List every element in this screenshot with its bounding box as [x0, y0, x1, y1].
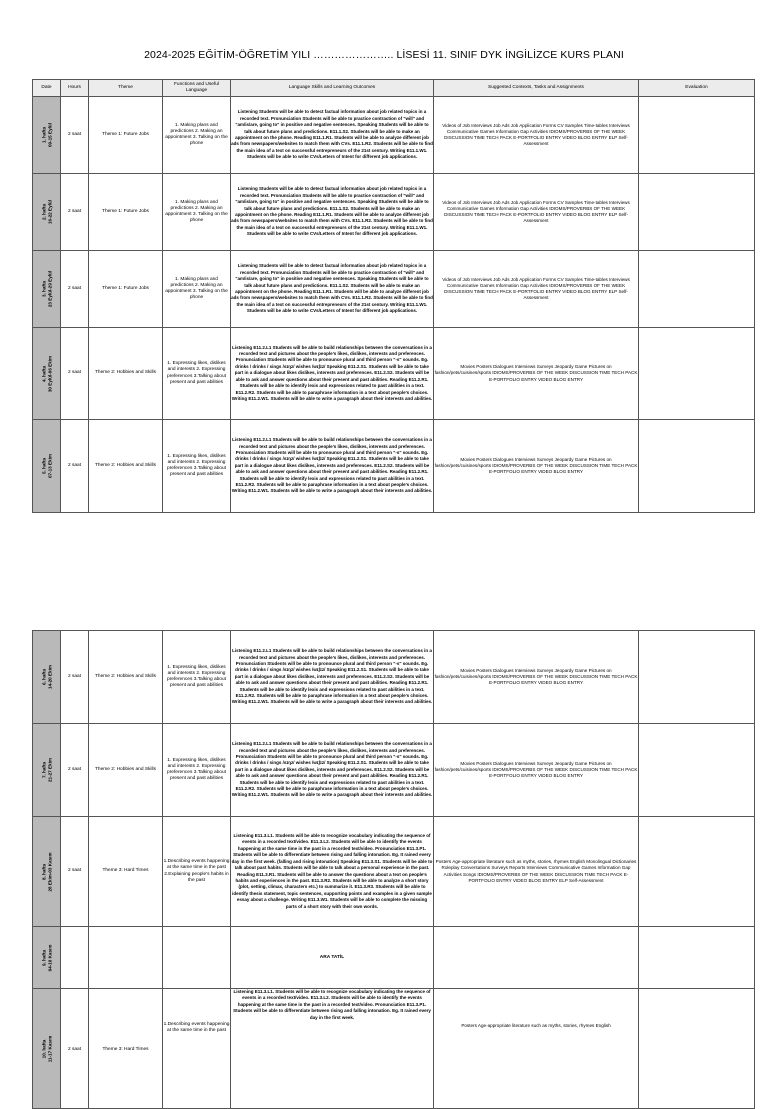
language-skills-cell: Listening E11.2.L1 Students will be able to build relationships between the conversations in a recorded text and pictures about the people's likes, dislikes, interests and preferences. Pronunciation Students will be able to pronounce plural and third person "-s" sounds. Eg. drinks / drinks / sings /sɪŋz/ wishes /wɪʃɪz/ Speaking E11.2.S1. Students will be able to take part in a dialogue about likes dislikes, interests and preferences. E11.2.S2. Students will be able to ask and answer questions about their present and past abilities. Reading E11.2.R1. Students will be able to identify lexis and expressions related to past abilities in a text. E11.2.R2. Students will be able to paraphrase information in a text about people's choices. Writing E11.2.W1. Students will be able to write a paragraph about their interests and abilities. — [231, 724, 434, 817]
header-language-skills: Language Skills and Learning Outcomes — [231, 80, 434, 97]
functions-cell: 1. Expressing likes, dislikes and interests 2. Expressing preferences 3.Talking about present and past abilities — [163, 420, 231, 513]
evaluation-cell — [639, 251, 755, 328]
suggested-contexts-cell: Movies Posters Dialogues Interviews Surveys Jeopardy Game Pictures on fashion/pets/cuisines/sports IDIOMS/PROVERBS OF THE WEEK DISCUSSION TIME TECH PACK E-PORTFOLIO ENTRY VIDEO BLOG ENTRY — [434, 420, 639, 513]
header-theme: Theme — [89, 80, 163, 97]
date-range: 23 Eylül-29 Eylül — [46, 270, 52, 308]
header-hours: Hours — [61, 80, 89, 97]
hours-cell: 2 saat — [61, 420, 89, 513]
week-label: 4. hafta — [40, 365, 46, 382]
theme-cell: Theme 2: Hobbies and Skills — [89, 420, 163, 513]
date-range: 28 Ekim-03 Kasım — [46, 851, 52, 892]
date-cell — [33, 989, 61, 1109]
plan-table-page-1 — [32, 79, 755, 513]
plan-table-page-2 — [32, 630, 755, 1109]
date-cell — [33, 927, 61, 989]
hours-cell: 2 saat — [61, 328, 89, 420]
date-cell — [33, 251, 61, 328]
theme-cell: Theme 2: Hobbies and Skills — [89, 724, 163, 817]
date-range: 11-17 Kasım — [46, 1035, 52, 1063]
date-range: 21-27 Ekim — [46, 757, 52, 783]
table-row — [33, 420, 755, 513]
evaluation-cell — [639, 174, 755, 251]
header-functions: Functions and Useful Language — [163, 80, 231, 97]
header-suggested-contexts: Suggested Contexts, Tasks and Assignments — [434, 80, 639, 97]
hours-cell — [61, 927, 89, 989]
suggested-contexts-cell: Movies Posters Dialogues Interviews Surveys Jeopardy Game Pictures on fashion/pets/cuisines/sports IDIOMS/PROVERBS OF THE WEEK DISCUSSION TIME TECH PACK E-PORTFOLIO ENTRY VIDEO BLOG ENTRY — [434, 328, 639, 420]
suggested-contexts-cell — [434, 927, 639, 989]
header-evaluation: Evaluation — [639, 80, 755, 97]
date-cell — [33, 97, 61, 174]
table-row — [33, 724, 755, 817]
theme-cell: Theme 1: Future Jobs — [89, 251, 163, 328]
table-row — [33, 817, 755, 927]
date-cell — [33, 724, 61, 817]
holiday-label: ARA TATİL — [231, 927, 434, 989]
date-range: 09-15 Eylül — [46, 122, 52, 148]
table-row — [33, 328, 755, 420]
table-header-row — [33, 80, 755, 97]
date-range: 04-10 Kasım — [46, 944, 52, 971]
hours-cell: 2 saat — [61, 174, 89, 251]
suggested-contexts-cell: Videos of Job Interviews Job Ads Job Application Forms CV Samples Time-tables Interviews Communicative Games Information Gap Activities IDIOMS/PROVERBS OF THE WEEK DISCUSSION TIME TECH PACK E-PORTFOLIO ENTRY VIDEO BLOG ENTRY ELP Self-Assessment — [434, 174, 639, 251]
table-row — [33, 251, 755, 328]
language-skills-cell: Listening Students will be able to detect factual information about job related topics in a recorded text. Pronunciation Students will be able to practice contraction of "will" and "am/is/are, going to" in positive and negative sentences. Speaking Students will be able to talk about future plans and predictions. E11.1.S2. Students will be able to make an appointment on the phone. Reading E11.1.R1. Students will be able to analyze different job ads from newspapers/websites to match them with CVs. E11.1.R2. Students will be able to find the main idea of a text on successful entrepreneurs of the 21st century. Writing E11.1.W1. Students will be able to write CVs/Letters of Intent for different job applications. — [231, 174, 434, 251]
date-range: 16-22 Eylül — [46, 199, 52, 225]
date-range: 30 Eylül-06 Ekim — [46, 355, 52, 392]
week-label: 2. hafta — [40, 203, 46, 221]
suggested-contexts-cell: Videos of Job Interviews Job Ads Job Application Forms CV Samples Time-tables Interviews Communicative Games Information Gap Activities IDIOMS/PROVERBS OF THE WEEK DISCUSSION TIME TECH PACK E-PORTFOLIO ENTRY VIDEO BLOG ENTRY ELP Self-Assessment — [434, 251, 639, 328]
table-row — [33, 927, 755, 989]
suggested-contexts-cell: Movies Posters Dialogues Interviews Surveys Jeopardy Game Pictures on fashion/pets/cuisines/sports IDIOMS/PROVERBS OF THE WEEK DISCUSSION TIME TECH PACK E-PORTFOLIO ENTRY VIDEO BLOG ENTRY — [434, 631, 639, 724]
functions-cell: 1. Expressing likes, dislikes and interests 2. Expressing preferences 3.Talking about present and past abilities — [163, 328, 231, 420]
hours-cell: 2 saat — [61, 724, 89, 817]
date-range: 14-20 Ekim — [46, 664, 52, 690]
suggested-contexts-cell: Videos of Job Interviews Job Ads Job Application Forms CV Samples Time-tables Interviews Communicative Games Information Gap Activities IDIOMS/PROVERBS OF THE WEEK DISCUSSION TIME TECH PACK E-PORTFOLIO ENTRY VIDEO BLOG ENTRY ELP Self-Assessment — [434, 97, 639, 174]
hours-cell: 2 saat — [61, 989, 89, 1109]
language-skills-cell: Listening E11.3.L1. Students will be able to recognize vocabulary indicating the sequence of events in a recorded text/video. E11.3.L2. Students will be able to identify the events happening at the same time in the past in a recorded text/video. Pronunciation E11.3.P1. Students will be able to differentiate between rising and falling intonation. Eg. It rained every day in the first week. (falling and rising intonation) Speaking E11.3.S1. Students will be able to talk about past habits. Students will be able to talk about a personal experience in the past. Reading E11.3.R1. Students will be able to answer the questions about a text on people's habits and experiences in the past. E11.3.R2. Students will be able to analyze a short story (plot, setting, climax, characters etc.) to summarize it. E11.3.R3. Students will be able to identify thesis statement, topic sentences, supporting points and examples in a given sample essay about a challenge. Writing E11.3.W1. Students will be able to complete the missing parts of a short story with their own words. — [231, 817, 434, 927]
week-label: 5. hafta — [40, 457, 46, 475]
evaluation-cell — [639, 328, 755, 420]
week-label: 6. hafta — [40, 668, 46, 686]
theme-cell: Theme 3: Hard Times — [89, 989, 163, 1109]
evaluation-cell — [639, 420, 755, 513]
table-row — [33, 174, 755, 251]
suggested-contexts-cell: Posters Age-appropriate literature such as myths, stories, rhymes English — [434, 989, 639, 1109]
functions-cell: 1. Making plans and predictions 2. Making an appointment 3. Talking on the phone — [163, 174, 231, 251]
evaluation-cell — [639, 989, 755, 1109]
suggested-contexts-cell: Movies Posters Dialogues Interviews Surveys Jeopardy Game Pictures on fashion/pets/cuisines/sports IDIOMS/PROVERBS OF THE WEEK DISCUSSION TIME TECH PACK E-PORTFOLIO ENTRY VIDEO BLOG ENTRY — [434, 724, 639, 817]
functions-cell: 1.Describing events happening at the same time in the past 2.Explaining people's habits in the past — [163, 817, 231, 927]
language-skills-cell: Listening Students will be able to detect factual information about job related topics in a recorded text. Pronunciation Students will be able to practice contraction of "will" and "am/is/are, going to" in positive and negative sentences. Speaking Students will be able to talk about future plans and predictions. E11.1.S2. Students will be able to make an appointment on the phone. Reading E11.1.R1. Students will be able to analyze different job ads from newspapers/websites to match them with CVs. E11.1.R2. Students will be able to find the main idea of a text on successful entrepreneurs of the 21st century. Writing E11.1.W1. Students will be able to write CVs/Letters of Intent for different job applications. — [231, 97, 434, 174]
evaluation-cell — [639, 724, 755, 817]
language-skills-cell: Listening E11.3.L1. Students will be able to recognize vocabulary indicating the sequence of events in a recorded text/video. E11.3.L2. Students will be able to identify the events happening at the same time in the past in a recorded text/video. Pronunciation E11.3.P1. Students will be able to differentiate between rising and falling intonation. Eg. It rained every day in the first week. — [231, 989, 434, 1109]
theme-cell: Theme 1: Future Jobs — [89, 174, 163, 251]
functions-cell: 1. Making plans and predictions 2. Making an appointment 3. Talking on the phone — [163, 97, 231, 174]
date-range: 07-13 Ekim — [46, 453, 52, 479]
evaluation-cell — [639, 97, 755, 174]
suggested-contexts-cell: Posters Age-appropriate literature such as myths, stories, rhymes English Monolingual Dictionaries Roleplay Conversations Surveys Reports Interviews Communicative Games Information Gap Activities Songs IDIOMS/PROVERBS OF THE WEEK DISCUSSION TIME TECH PACK E-PORTFOLIO ENTRY VIDEO BLOG ENTRY ELP Self-Assessment — [434, 817, 639, 927]
week-label: 10. hafta — [40, 1039, 46, 1059]
week-label: 9. hafta — [40, 949, 46, 966]
functions-cell: 1. Expressing likes, dislikes and interests 2. Expressing preferences 3.Talking about present and past abilities — [163, 631, 231, 724]
evaluation-cell — [639, 927, 755, 989]
functions-cell — [163, 927, 231, 989]
week-label: 8. hafta — [40, 863, 46, 880]
date-cell — [33, 817, 61, 927]
theme-cell: Theme 1: Future Jobs — [89, 97, 163, 174]
theme-cell — [89, 927, 163, 989]
hours-cell: 2 saat — [61, 631, 89, 724]
language-skills-cell: Listening Students will be able to detect factual information about job related topics in a recorded text. Pronunciation Students will be able to practice contraction of "will" and "am/is/are, going to" in positive and negative sentences. Speaking Students will be able to talk about future plans and predictions. E11.1.S2. Students will be able to make an appointment on the phone. Reading E11.1.R1. Students will be able to analyze different job ads from newspapers/websites to match them with CVs. E11.1.R2. Students will be able to find the main idea of a text on successful entrepreneurs of the 21st century. Writing E11.1.W1. Students will be able to write CVs/Letters of Intent for different job applications. — [231, 251, 434, 328]
language-skills-cell: Listening E11.2.L1 Students will be able to build relationships between the conversations in a recorded text and pictures about the people's likes, dislikes, interests and preferences. Pronunciation Students will be able to pronounce plural and third person "-s" sounds. Eg. drinks / drinks / sings /sɪŋz/ wishes /wɪʃɪz/ Speaking E11.2.S1. Students will be able to take part in a dialogue about likes dislikes, interests and preferences. E11.2.S2. Students will be able to ask and answer questions about their present and past abilities. Reading E11.2.R1. Students will be able to identify lexis and expressions related to past abilities in a text. E11.2.R2. Students will be able to paraphrase information in a text about people's choices. Writing E11.2.W1. Students will be able to write a paragraph about their interests and abilities. — [231, 420, 434, 513]
date-cell — [33, 420, 61, 513]
theme-cell: Theme 2: Hobbies and Skills — [89, 328, 163, 420]
week-label: 1. hafta — [40, 126, 46, 144]
date-cell — [33, 174, 61, 251]
table-row — [33, 989, 755, 1109]
week-label: 7. hafta — [40, 761, 46, 779]
functions-cell: 1.Describing events happening at the same time in the past — [163, 989, 231, 1109]
evaluation-cell — [639, 817, 755, 927]
table-row — [33, 97, 755, 174]
week-label: 3. hafta — [40, 280, 46, 298]
theme-cell: Theme 2: Hobbies and Skills — [89, 631, 163, 724]
page-title: 2024-2025 EĞİTİM-ÖĞRETİM YILI ………………….. LİSESİ 11. SINIF DYK İNGİLİZCE KURS PLANI — [144, 49, 624, 61]
functions-cell: 1. Making plans and predictions 2. Making an appointment 3. Talking on the phone — [163, 251, 231, 328]
language-skills-cell: Listening E11.2.L1 Students will be able to build relationships between the conversations in a recorded text and pictures about the people's likes, dislikes, interests and preferences. Pronunciation Students will be able to pronounce plural and third person "-s" sounds. Eg. drinks / drinks / sings /sɪŋz/ wishes /wɪʃɪz/ Speaking E11.2.S1. Students will be able to take part in a dialogue about likes dislikes, interests and preferences. E11.2.S2. Students will be able to ask and answer questions about their present and past abilities. Reading E11.2.R1. Students will be able to identify lexis and expressions related to past abilities in a text. E11.2.R2. Students will be able to paraphrase information in a text about people's choices. Writing E11.2.W1. Students will be able to write a paragraph about their interests and abilities. — [231, 328, 434, 420]
header-date: Date — [33, 80, 61, 97]
date-cell — [33, 631, 61, 724]
hours-cell: 2 saat — [61, 817, 89, 927]
evaluation-cell — [639, 631, 755, 724]
language-skills-cell: Listening E11.2.L1 Students will be able to build relationships between the conversations in a recorded text and pictures about the people's likes, dislikes, interests and preferences. Pronunciation Students will be able to pronounce plural and third person "-s" sounds. Eg. drinks / drinks / sings /sɪŋz/ wishes /wɪʃɪz/ Speaking E11.2.S1. Students will be able to take part in a dialogue about likes dislikes, interests and preferences. E11.2.S2. Students will be able to ask and answer questions about their present and past abilities. Reading E11.2.R1. Students will be able to identify lexis and expressions related to past abilities in a text. E11.2.R2. Students will be able to paraphrase information in a text about people's choices. Writing E11.2.W1. Students will be able to write a paragraph about their interests and abilities. — [231, 631, 434, 724]
date-cell — [33, 328, 61, 420]
hours-cell: 2 saat — [61, 97, 89, 174]
theme-cell: Theme 3: Hard Times — [89, 817, 163, 927]
functions-cell: 1. Expressing likes, dislikes and interests 2. Expressing preferences 3.Talking about present and past abilities — [163, 724, 231, 817]
table-row — [33, 631, 755, 724]
hours-cell: 2 saat — [61, 251, 89, 328]
